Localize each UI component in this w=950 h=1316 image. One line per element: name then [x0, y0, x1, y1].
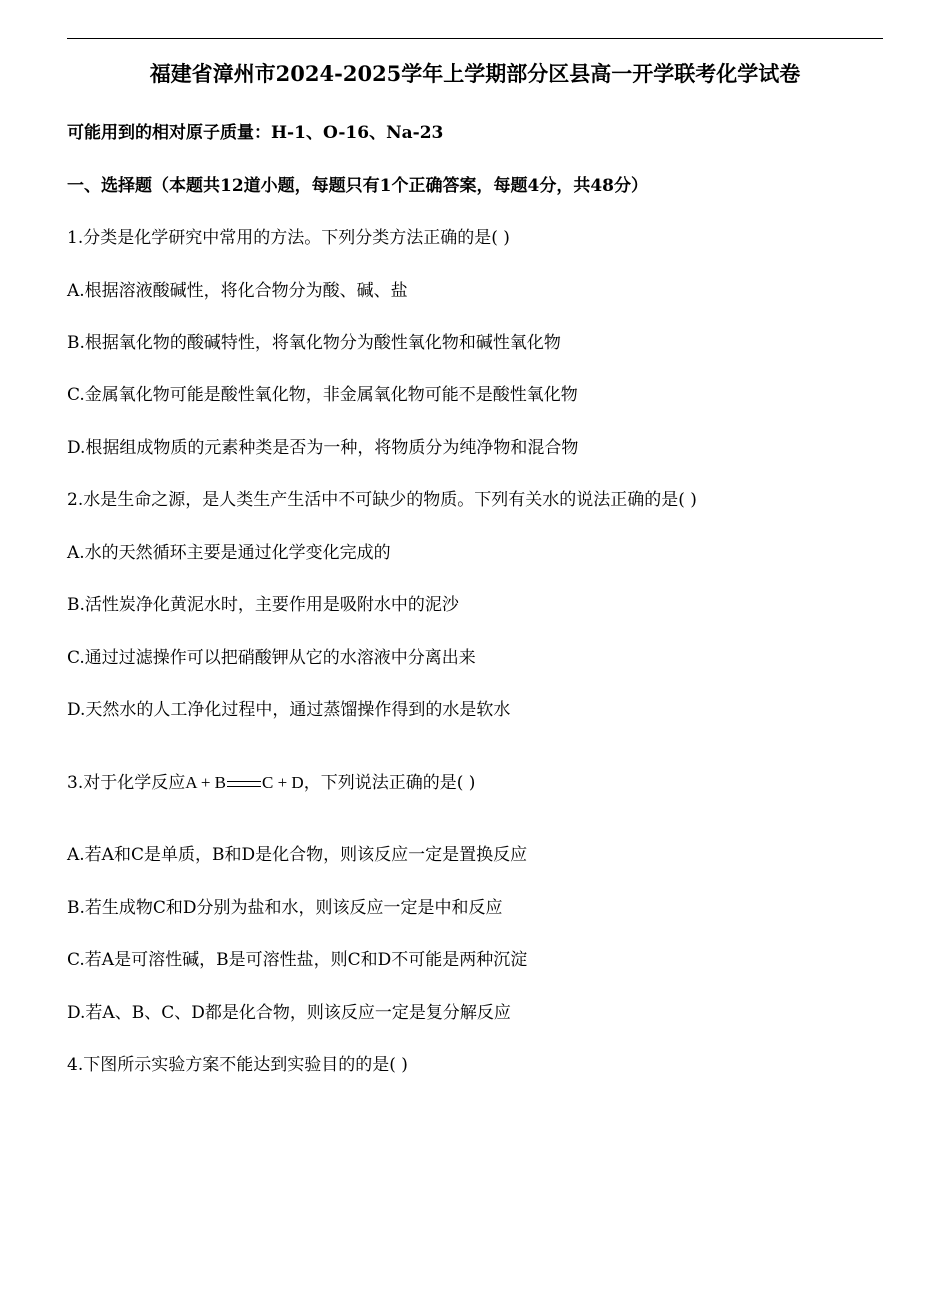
- question-3-option-d: D.若A、B、C、D都是化合物，则该反应一定是复分解反应: [67, 1003, 511, 1023]
- question-3-option-a: A.若A和C是单质，B和D是化合物，则该反应一定是置换反应: [67, 845, 528, 865]
- question-3-option-c: C.若A是可溶性碱，B是可溶性盐，则C和D不可能是两种沉淀: [67, 950, 528, 970]
- header-rule: [67, 38, 883, 39]
- reaction-equals-sign: [227, 781, 261, 787]
- question-2-option-d: D.天然水的人工净化过程中，通过蒸馏操作得到的水是软水: [67, 700, 511, 720]
- reaction-left: A + B: [185, 773, 226, 792]
- atomic-mass-note: 可能用到的相对原子质量：H-1、O-16、Na-23: [67, 123, 444, 143]
- question-1-stem: 1.分类是化学研究中常用的方法。下列分类方法正确的是( ): [67, 228, 510, 248]
- question-3-stem-prefix: 3.对于化学反应: [67, 773, 186, 793]
- question-3-option-b: B.若生成物C和D分别为盐和水，则该反应一定是中和反应: [67, 898, 503, 918]
- question-1-option-d: D.根据组成物质的元素种类是否为一种，将物质分为纯净物和混合物: [67, 438, 579, 458]
- question-2-stem: 2.水是生命之源，是人类生产生活中不可缺少的物质。下列有关水的说法正确的是( ): [67, 490, 697, 510]
- question-1-option-a: A.根据溶液酸碱性，将化合物分为酸、碱、盐: [67, 281, 408, 301]
- question-2-option-c: C.通过过滤操作可以把硝酸钾从它的水溶液中分离出来: [67, 648, 476, 668]
- section-heading: 一、选择题（本题共12道小题，每题只有1个正确答案，每题4分，共48分）: [67, 176, 648, 196]
- question-1-option-b: B.根据氧化物的酸碱特性，将氧化物分为酸性氧化物和碱性氧化物: [67, 333, 561, 353]
- question-4-stem: 4.下图所示实验方案不能达到实验目的的是( ): [67, 1055, 408, 1075]
- question-1-option-c: C.金属氧化物可能是酸性氧化物，非金属氧化物可能不是酸性氧化物: [67, 385, 578, 405]
- question-2-option-b: B.活性炭净化黄泥水时，主要作用是吸附水中的泥沙: [67, 595, 459, 615]
- reaction-right: C + D: [262, 773, 304, 792]
- question-3-stem-suffix: ，下列说法正确的是( ): [303, 773, 476, 793]
- exam-title: 福建省漳州市2024-2025学年上学期部分区县高一开学联考化学试卷: [149, 61, 801, 86]
- question-2-option-a: A.水的天然循环主要是通过化学变化完成的: [67, 543, 391, 563]
- question-3-stem: [67, 771, 475, 795]
